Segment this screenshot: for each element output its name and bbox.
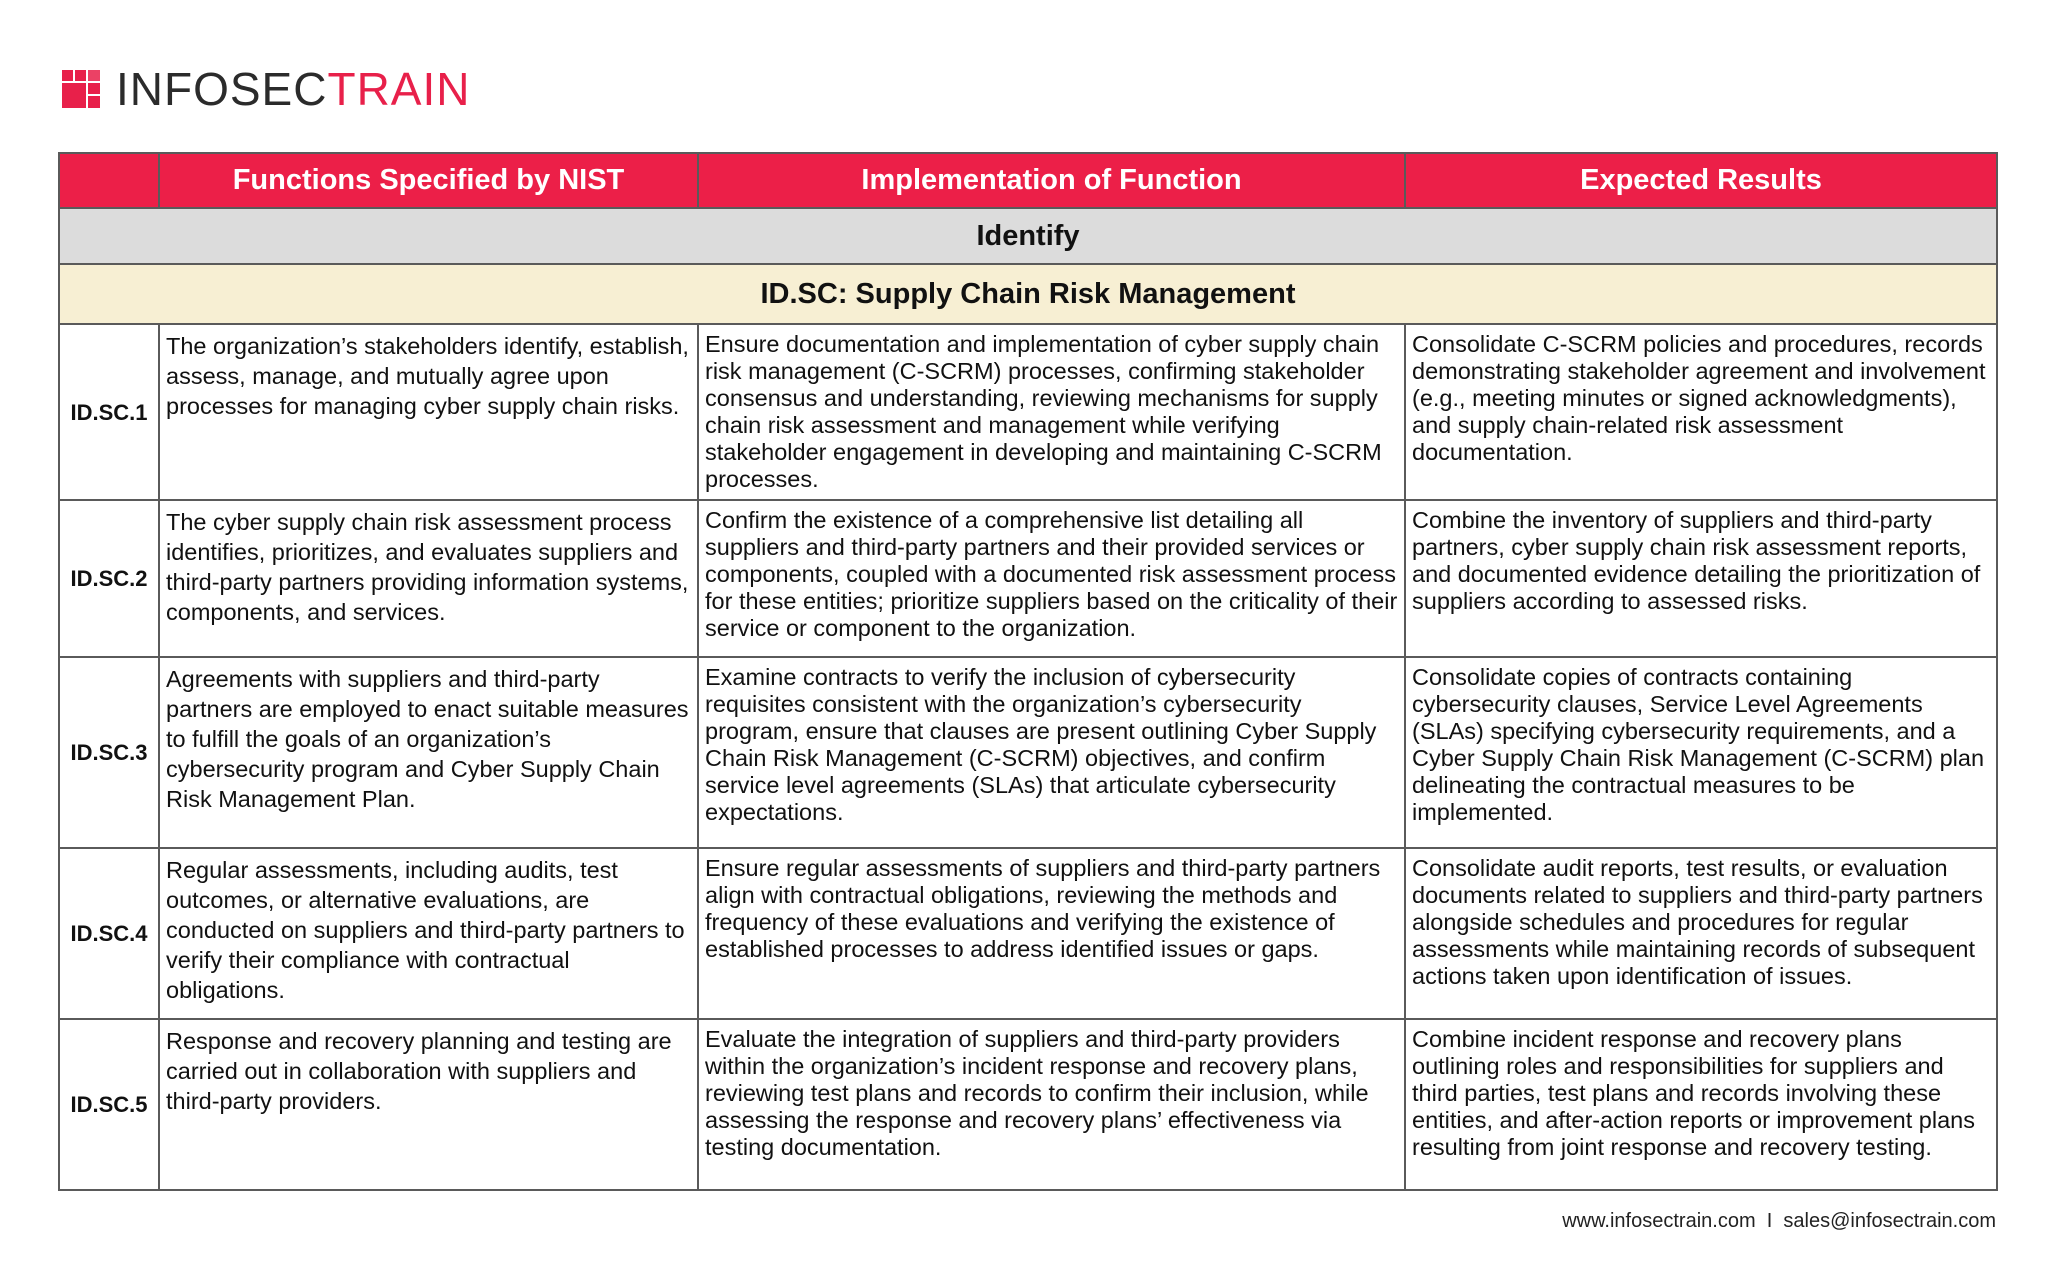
table-row [59,324,1997,500]
header-implementation: Implementation of Function [698,153,1405,208]
results-cell: Combine the inventory of suppliers and third-party partners, cyber supply chain risk assessment reports, and documented evidence detailing the prioritization of suppliers according to assessed risks. [1405,500,1997,657]
row-id: ID.SC.5 [59,1019,159,1190]
brand-logo [62,63,471,115]
table-row [59,1019,1997,1190]
table-row [59,848,1997,1019]
function-cell: Regular assessments, including audits, test outcomes, or alternative evaluations, are conducted on suppliers and third-party partners to verify their compliance with contractual obligations. [159,848,698,1019]
implementation-cell: Evaluate the integration of suppliers and third-party providers within the organization’s incident response and recovery plans, reviewing test plans and records to confirm their inclusion, while assessing the response and recovery plans’ effectiveness via testing documentation. [698,1019,1405,1190]
header-id [59,153,159,208]
logo-wordmark [116,63,471,115]
function-cell: Response and recovery planning and testing are carried out in collaboration with suppliers and third-party providers. [159,1019,698,1190]
results-cell: Consolidate C-SCRM policies and procedures, records demonstrating stakeholder agreement and involvement (e.g., meeting minutes or signed acknowledgments), and supply chain-related risk assessment documentation. [1405,324,1997,500]
row-id: ID.SC.1 [59,324,159,500]
function-cell: The cyber supply chain risk assessment process identifies, prioritizes, and evaluates suppliers and third-party partners providing information systems, components, and services. [159,500,698,657]
subcategory-row [59,264,1997,324]
table-header-row [59,153,1997,208]
implementation-cell: Confirm the existence of a comprehensive list detailing all suppliers and third-party partners and their provided services or components, coupled with a documented risk assessment process for these entities; prioritize suppliers based on the criticality of their service or component to the organization. [698,500,1405,657]
implementation-cell: Ensure regular assessments of suppliers and third-party partners align with contractual obligations, reviewing the methods and frequency of these evaluations and verifying the existence of established processes to address identified issues or gaps. [698,848,1405,1019]
results-cell: Consolidate copies of contracts containing cybersecurity clauses, Service Level Agreements (SLAs) specifying cybersecurity requirements, and a Cyber Supply Chain Risk Management (C-SCRM) plan delineating the contractual measures to be implemented. [1405,657,1997,848]
results-cell: Combine incident response and recovery plans outlining roles and responsibilities for suppliers and third parties, test plans and records involving these entities, and after-action reports or improvement plans resulting from joint response and recovery testing. [1405,1019,1997,1190]
implementation-cell: Ensure documentation and implementation of cyber supply chain risk management (C-SCRM) processes, confirming stakeholder consensus and understanding, reviewing mechanisms for supply chain risk assessment and management while verifying stakeholder engagement in developing and maintaining C-SCRM processes. [698,324,1405,500]
row-id: ID.SC.3 [59,657,159,848]
implementation-cell: Examine contracts to verify the inclusion of cybersecurity requisites consistent with the organization’s cybersecurity program, ensure that clauses are present outlining Cyber Supply Chain Risk Management (C-SCRM) objectives, and confirm service level agreements (SLAs) that articulate cybersecurity expectations. [698,657,1405,848]
subcategory-title: ID.SC: Supply Chain Risk Management [59,264,1997,324]
logo-text-part1: INFOSEC [116,63,328,115]
function-cell: Agreements with suppliers and third-party partners are employed to enact suitable measures to fulfill the goals of an organization’s cybersecurity program and Cyber Supply Chain Risk Management Plan. [159,657,698,848]
header-expected-results: Expected Results [1405,153,1997,208]
header-functions: Functions Specified by NIST [159,153,698,208]
table-row [59,657,1997,848]
row-id: ID.SC.2 [59,500,159,657]
category-title: Identify [59,208,1997,264]
logo-text-part2: TRAIN [327,63,471,115]
row-id: ID.SC.4 [59,848,159,1019]
footer-contact: www.infosectrain.com I sales@infosectrain.com [1562,1210,1996,1232]
nist-supply-chain-table [58,152,1998,1191]
category-row [59,208,1997,264]
logo-grid-icon [62,70,100,108]
results-cell: Consolidate audit reports, test results, or evaluation documents related to suppliers and third-party partners alongside schedules and procedures for regular assessments while maintaining records of subsequent actions taken upon identification of issues. [1405,848,1997,1019]
table-row [59,500,1997,657]
function-cell: The organization’s stakeholders identify, establish, assess, manage, and mutually agree upon processes for managing cyber supply chain risks. [159,324,698,500]
